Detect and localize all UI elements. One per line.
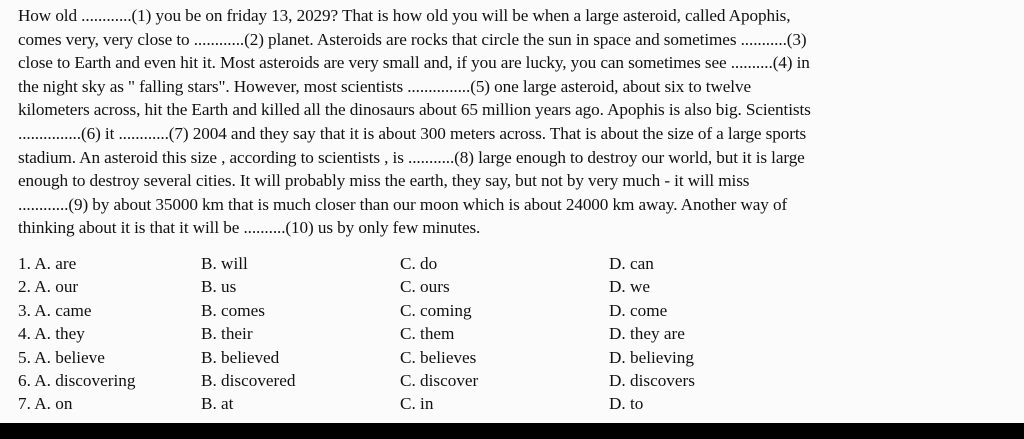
option-c: C. in (400, 394, 434, 414)
question-row-4 (18, 322, 1008, 345)
option-d: D. come (609, 300, 668, 320)
option-b: B. their (201, 324, 253, 344)
option-b: B. believed (201, 347, 280, 367)
option-b: B. us (201, 277, 237, 297)
option-a: 2. A. our (18, 277, 79, 297)
option-a: 3. A. came (18, 300, 92, 320)
option-d: D. can (609, 254, 654, 273)
passage-line: ...............(6) it ............(7) 2004 and they say that it is about 300 meters across. That is about the size of a large sports (18, 123, 807, 143)
option-b: B. discovered (201, 370, 296, 390)
passage-line: close to Earth and even hit it. Most asteroids are very small and, if you are lucky, you can sometimes see ..........(4) in (18, 53, 810, 73)
passage-line: enough to destroy several cities. It will probably miss the earth, they say, but not by very much - it will miss (18, 171, 750, 191)
question-row-2 (18, 275, 1008, 298)
reading-passage (18, 4, 1008, 240)
question-row-1 (18, 252, 1008, 275)
option-d: D. believing (609, 347, 694, 367)
passage-line: the night sky as " falling stars". However, most scientists ...............(5) one large asteroid, about six to twelve (18, 76, 751, 96)
passage-line: thinking about it is that it will be ..........(10) us by only few minutes. (18, 218, 481, 238)
passage-line: How old ............(1) you be on friday 13, 2029? That is how old you will be when a large asteroid, called Apophis, (18, 6, 791, 25)
passage-line: stadium. An asteroid this size , according to scientists , is ...........(8) large enough to destroy our world, but it is large (18, 147, 805, 167)
question-row-7 (18, 392, 1008, 415)
option-c: C. coming (400, 300, 472, 320)
answer-options (18, 252, 1008, 416)
option-a: 6. A. discovering (18, 370, 136, 390)
option-c: C. ours (400, 277, 450, 297)
option-d: D. discovers (609, 370, 695, 390)
option-b: B. at (201, 394, 234, 414)
option-b: B. comes (201, 300, 265, 320)
question-row-5 (18, 346, 1008, 369)
option-d: D. we (609, 277, 651, 297)
question-row-3 (18, 299, 1008, 322)
question-row-6 (18, 369, 1008, 392)
option-a: 4. A. they (18, 324, 85, 344)
option-c: C. believes (400, 347, 477, 367)
option-d: D. they are (609, 324, 685, 344)
option-a: 1. A. are (18, 254, 77, 273)
option-b: B. will (201, 254, 248, 273)
option-d: D. to (609, 394, 644, 414)
passage-line: ............(9) by about 35000 km that is much closer than our moon which is about 24000 km away. Another way of (18, 194, 788, 214)
option-c: C. discover (400, 370, 479, 390)
option-a: 5. A. believe (18, 347, 105, 367)
option-c: C. them (400, 324, 455, 344)
option-c: C. do (400, 254, 438, 273)
passage-line: kilometers across, hit the Earth and killed all the dinosaurs about 65 million years ago. Apophis is also big. Scientists (18, 100, 811, 120)
bottom-black-bar (0, 423, 1024, 439)
option-a: 7. A. on (18, 394, 73, 414)
passage-line: comes very, very close to ............(2) planet. Asteroids are rocks that circle the sun in space and sometimes ...........(3) (18, 29, 807, 49)
